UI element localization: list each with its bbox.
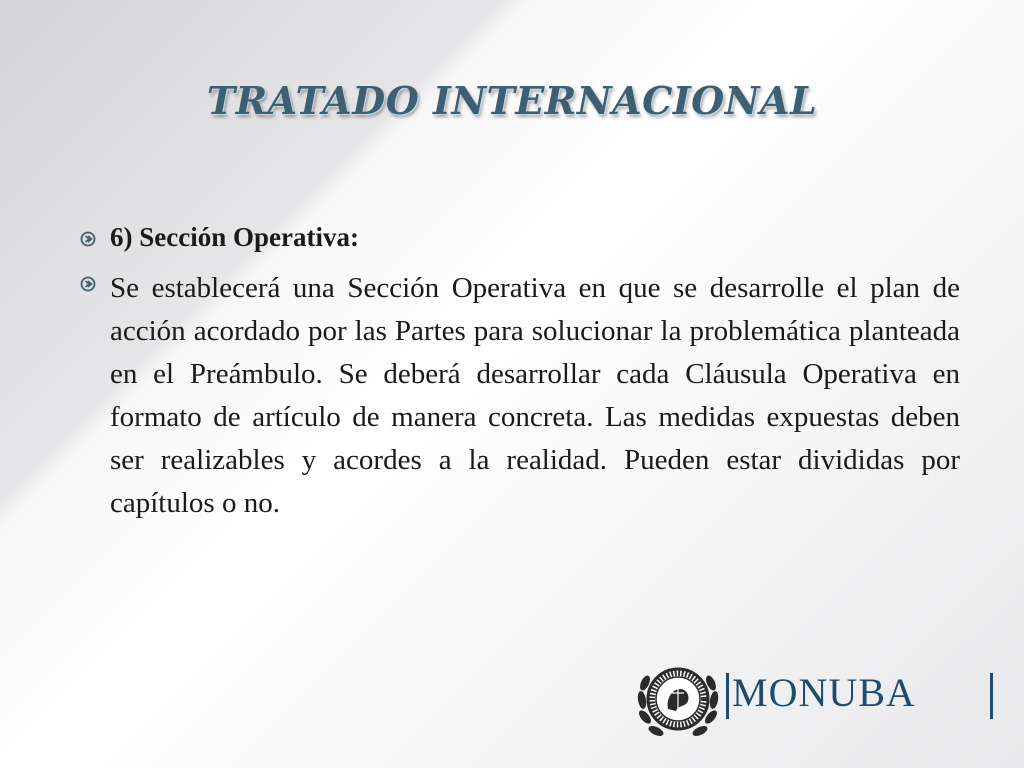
slide-content xyxy=(80,222,960,539)
circle-bullet-icon xyxy=(80,231,96,247)
brand-name: MONUBA xyxy=(732,670,916,715)
section-heading: 6) Sección Operativa: xyxy=(110,222,359,252)
brand-divider-right xyxy=(990,673,993,719)
brand-divider-left xyxy=(726,673,729,719)
circle-bullet-icon xyxy=(80,276,96,292)
section-description: Se establecerá una Sección Operativa en que se desarrolle el plan de acción acordado por las Partes para solucionar la problemática planteada en el Preámbulo. Se deberá desarrollar cada Cláusula Operativa en formato de artículo de manera concreta. Las medidas expuestas deben ser realizables y acordes a la realidad. Pueden estar divididas por capítulos o no. xyxy=(110,272,960,519)
slide-title: TRATADO INTERNACIONAL xyxy=(206,78,818,123)
monuba-logo xyxy=(632,655,1002,745)
bullet-item xyxy=(80,267,960,525)
un-emblem-icon xyxy=(632,655,724,745)
bullet-item xyxy=(80,222,960,253)
